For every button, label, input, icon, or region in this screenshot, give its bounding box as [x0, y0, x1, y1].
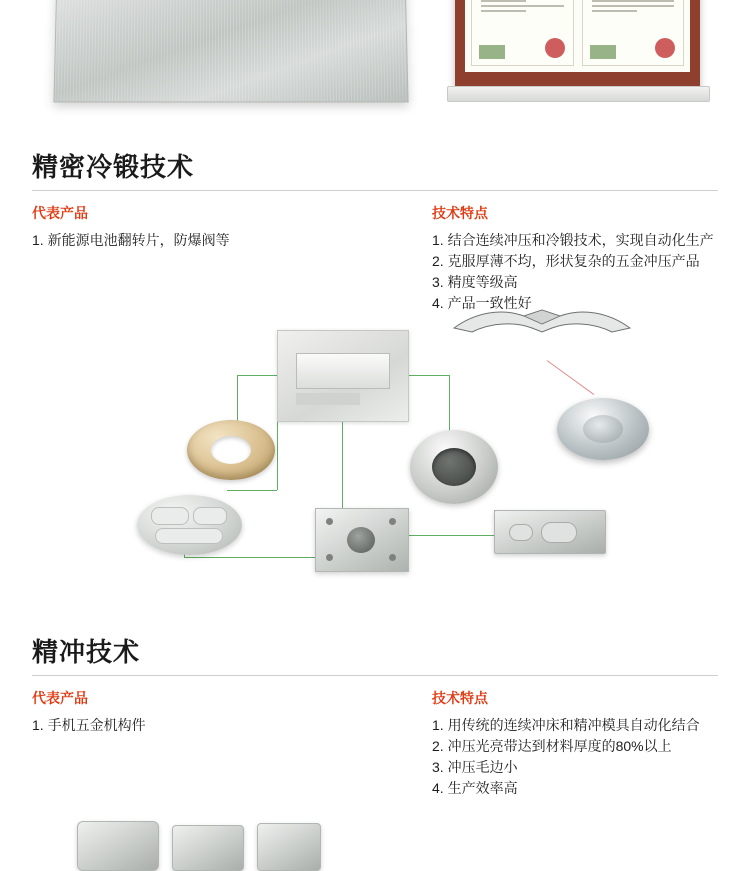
phone-hardware-part	[257, 823, 321, 871]
connector-line	[184, 557, 319, 558]
list-item: 4. 产品一致性好	[432, 295, 532, 311]
panel-slot	[296, 353, 390, 389]
phone-hardware-part	[77, 821, 159, 871]
list-item: 1. 结合连续冲压和冷锻技术，实现自动化生产	[432, 232, 714, 248]
representative-products-column	[32, 688, 412, 799]
certificate-inner	[465, 0, 690, 72]
section-columns	[32, 688, 718, 799]
cabinet-shelf	[447, 86, 710, 102]
section-title: 精密冷锻技术	[32, 152, 195, 182]
list-item: 2. 冲压光亮带达到材料厚度的80%以上	[432, 738, 672, 754]
section-divider	[32, 675, 718, 676]
tray-cavity	[193, 507, 227, 525]
connector-line	[277, 420, 278, 490]
section-columns	[32, 203, 718, 314]
technical-features-column	[432, 203, 718, 314]
representative-products-column	[32, 203, 412, 314]
brass-ring-part	[187, 420, 275, 480]
section-fine-blanking	[0, 632, 750, 863]
plate-aperture	[541, 522, 577, 543]
list-item: 3. 冲压毛边小	[432, 759, 518, 775]
connector-line	[407, 375, 449, 376]
list-item: 1. 手机五金机构件	[32, 717, 146, 733]
sub-title-technical-features: 技术特点	[432, 690, 488, 706]
certificate-text-line	[592, 0, 675, 2]
bracket-center-hole	[347, 527, 375, 553]
section-divider	[32, 190, 718, 191]
square-bracket-part	[315, 508, 409, 572]
sub-title-representative-products: 代表产品	[32, 690, 88, 706]
bracket-screw-hole	[326, 518, 333, 525]
certificate-document	[471, 0, 574, 66]
callout-line	[547, 360, 595, 395]
certificate-text-line	[481, 10, 526, 12]
list-item: 3. 精度等级高	[432, 274, 518, 290]
connector-line	[227, 490, 277, 491]
certificate-display-photo	[455, 0, 700, 113]
burst-disc-dome-part	[557, 398, 649, 460]
list-item: 2. 克服厚薄不均，形状复杂的五金冲压产品	[432, 253, 700, 269]
certificate-emblem	[590, 45, 616, 59]
list-item: 4. 生产效率高	[432, 780, 518, 796]
certificate-seal-icon	[545, 38, 565, 58]
certificate-document	[582, 0, 685, 66]
section-cold-forging	[0, 147, 750, 620]
section-title: 精冲技术	[32, 637, 141, 667]
list-item: 1. 新能源电池翻转片，防爆阀等	[32, 232, 230, 248]
fine-blanking-product-photos	[32, 803, 718, 863]
cross-section-drawing	[452, 302, 632, 350]
precision-cold-forging-product-diagram	[32, 320, 718, 620]
certificate-text-line	[481, 0, 526, 2]
technical-features-column	[432, 688, 718, 799]
certificate-text-line	[592, 5, 675, 7]
bracket-screw-hole	[389, 518, 396, 525]
bracket-screw-hole	[389, 554, 396, 561]
connector-line	[342, 420, 343, 508]
certificate-text-line	[592, 10, 637, 12]
tray-cavity	[151, 507, 189, 525]
phone-hardware-part	[172, 825, 244, 871]
sub-title-representative-products: 代表产品	[32, 205, 88, 221]
certificate-frame	[455, 0, 700, 90]
plate-aperture	[509, 524, 533, 541]
top-image-band	[0, 0, 750, 135]
oval-tray-part	[137, 495, 242, 555]
sub-title-technical-features: 技术特点	[432, 205, 488, 221]
connector-line	[407, 535, 495, 536]
tray-cavity	[155, 528, 223, 544]
certificate-text-line	[481, 5, 564, 7]
steel-ring-part	[410, 430, 498, 504]
strike-plate-part	[494, 510, 606, 554]
metal-sheet-photo	[53, 0, 408, 102]
certificate-emblem	[479, 45, 505, 59]
list-item: 1. 用传统的连续冲床和精冲模具自动化结合	[432, 717, 700, 733]
panel-slot	[296, 393, 360, 405]
certificate-seal-icon	[655, 38, 675, 58]
framed-metal-panel-part	[277, 330, 409, 422]
bracket-screw-hole	[326, 554, 333, 561]
connector-line	[237, 375, 277, 376]
